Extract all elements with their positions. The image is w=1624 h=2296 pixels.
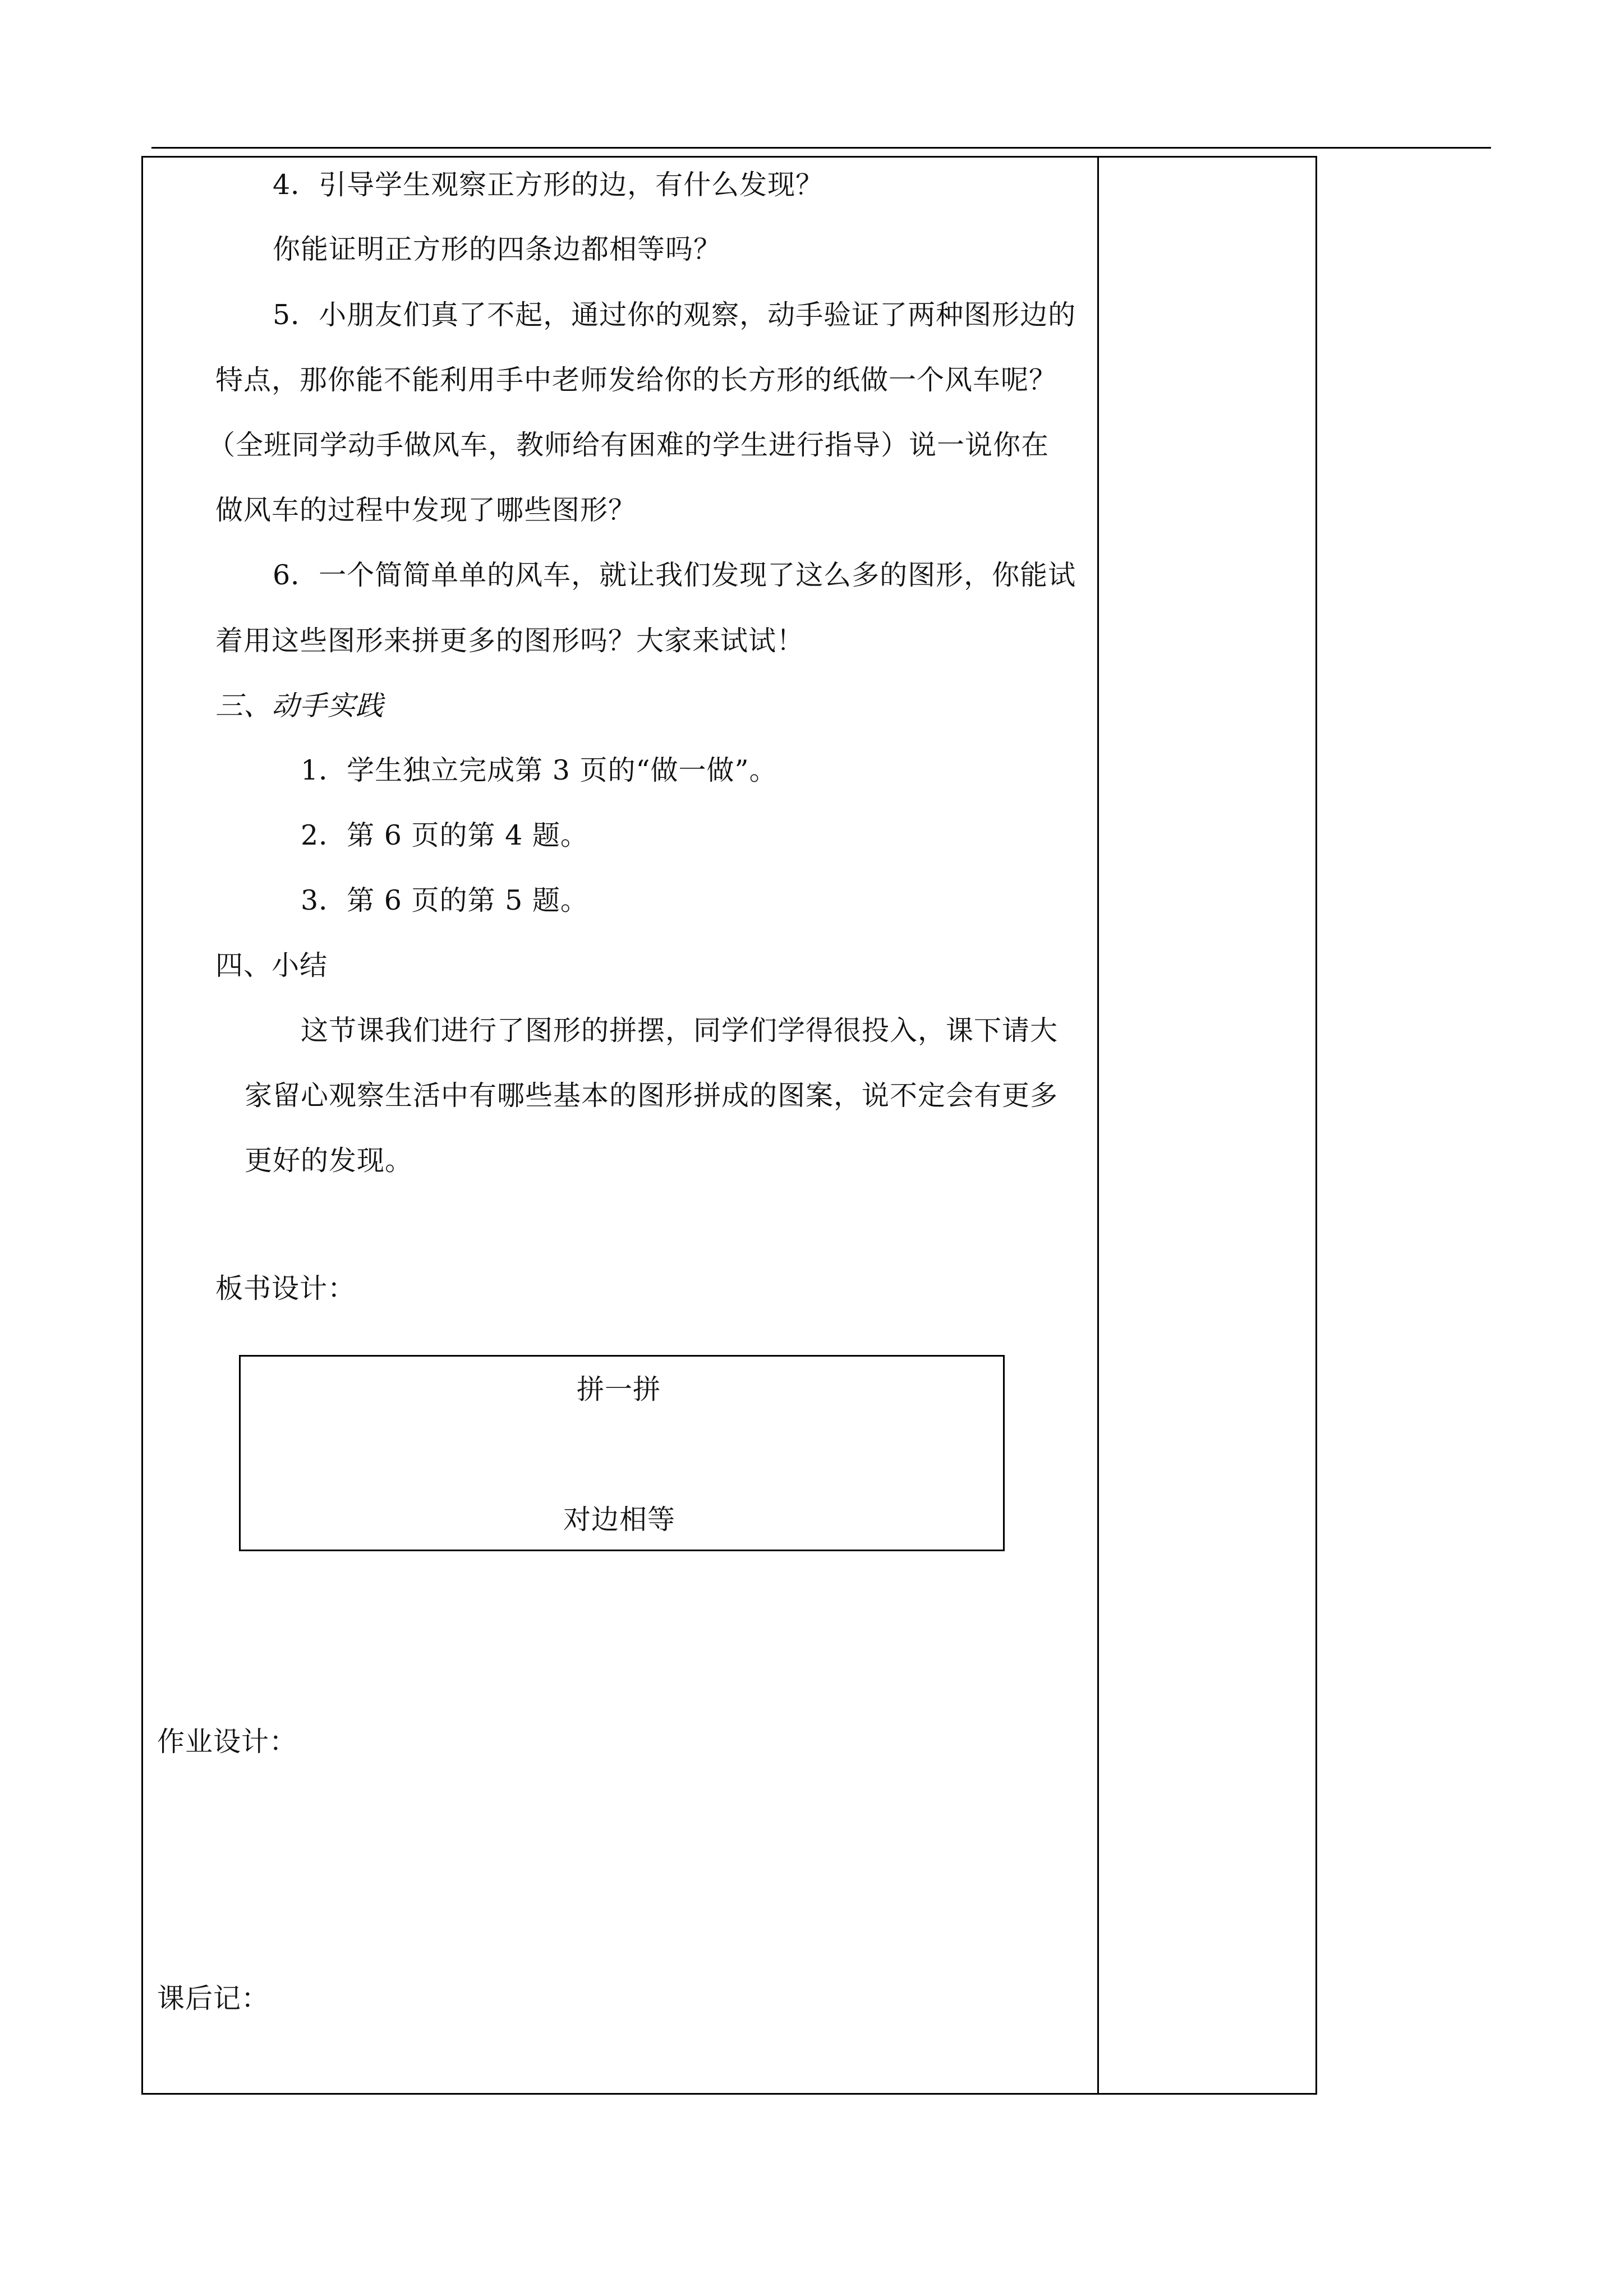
paragraph-line: 6．一个简简单单的风车，就让我们发现了这么多的图形，你能试: [273, 559, 1076, 591]
paragraph-line: 这节课我们进行了图形的拼摆，同学们学得很投入，课下请大: [301, 1015, 1059, 1046]
homework-label: 作业设计：: [157, 1726, 298, 1758]
board-design-label: 板书设计：: [215, 1273, 356, 1304]
paragraph-line: 家留心观察生活中有哪些基本的图形拼成的图案，说不定会有更多: [245, 1080, 1059, 1112]
paragraph-line: 做风车的过程中发现了哪些图形？: [215, 494, 637, 526]
list-item: 1．学生独立完成第 3 页的“做一做”。: [301, 754, 778, 786]
paragraph-line: 5．小朋友们真了不起，通过你的观察，动手验证了两种图形边的: [273, 299, 1076, 331]
paragraph-line: （全班同学动手做风车，教师给有困难的学生进行指导）说一说你在: [208, 429, 1050, 461]
paragraph-line: 你能证明正方形的四条边都相等吗？: [273, 233, 722, 265]
afterclass-notes-label: 课后记：: [157, 1983, 270, 2014]
paragraph-line: 4．引导学生观察正方形的边，有什么发现？: [273, 169, 824, 201]
list-item: 2．第 6 页的第 4 题。: [301, 819, 588, 851]
paragraph-line: 特点，那你能不能利用手中老师发给你的长方形的纸做一个风车呢？: [215, 364, 1057, 396]
board-content: 对边相等: [563, 1504, 676, 1536]
table-column-divider: [1097, 156, 1099, 2095]
list-item: 3．第 6 页的第 5 题。: [301, 884, 588, 916]
section-heading-summary: 四、小结: [215, 949, 328, 981]
board-title: 拼一拼: [577, 1373, 661, 1405]
header-rule: [151, 147, 1491, 149]
section-heading-practice: 三、动手实践: [215, 690, 384, 722]
paragraph-line: 更好的发现。: [245, 1145, 413, 1177]
paragraph-line: 着用这些图形来拼更多的图形吗？大家来试试！: [215, 625, 805, 657]
